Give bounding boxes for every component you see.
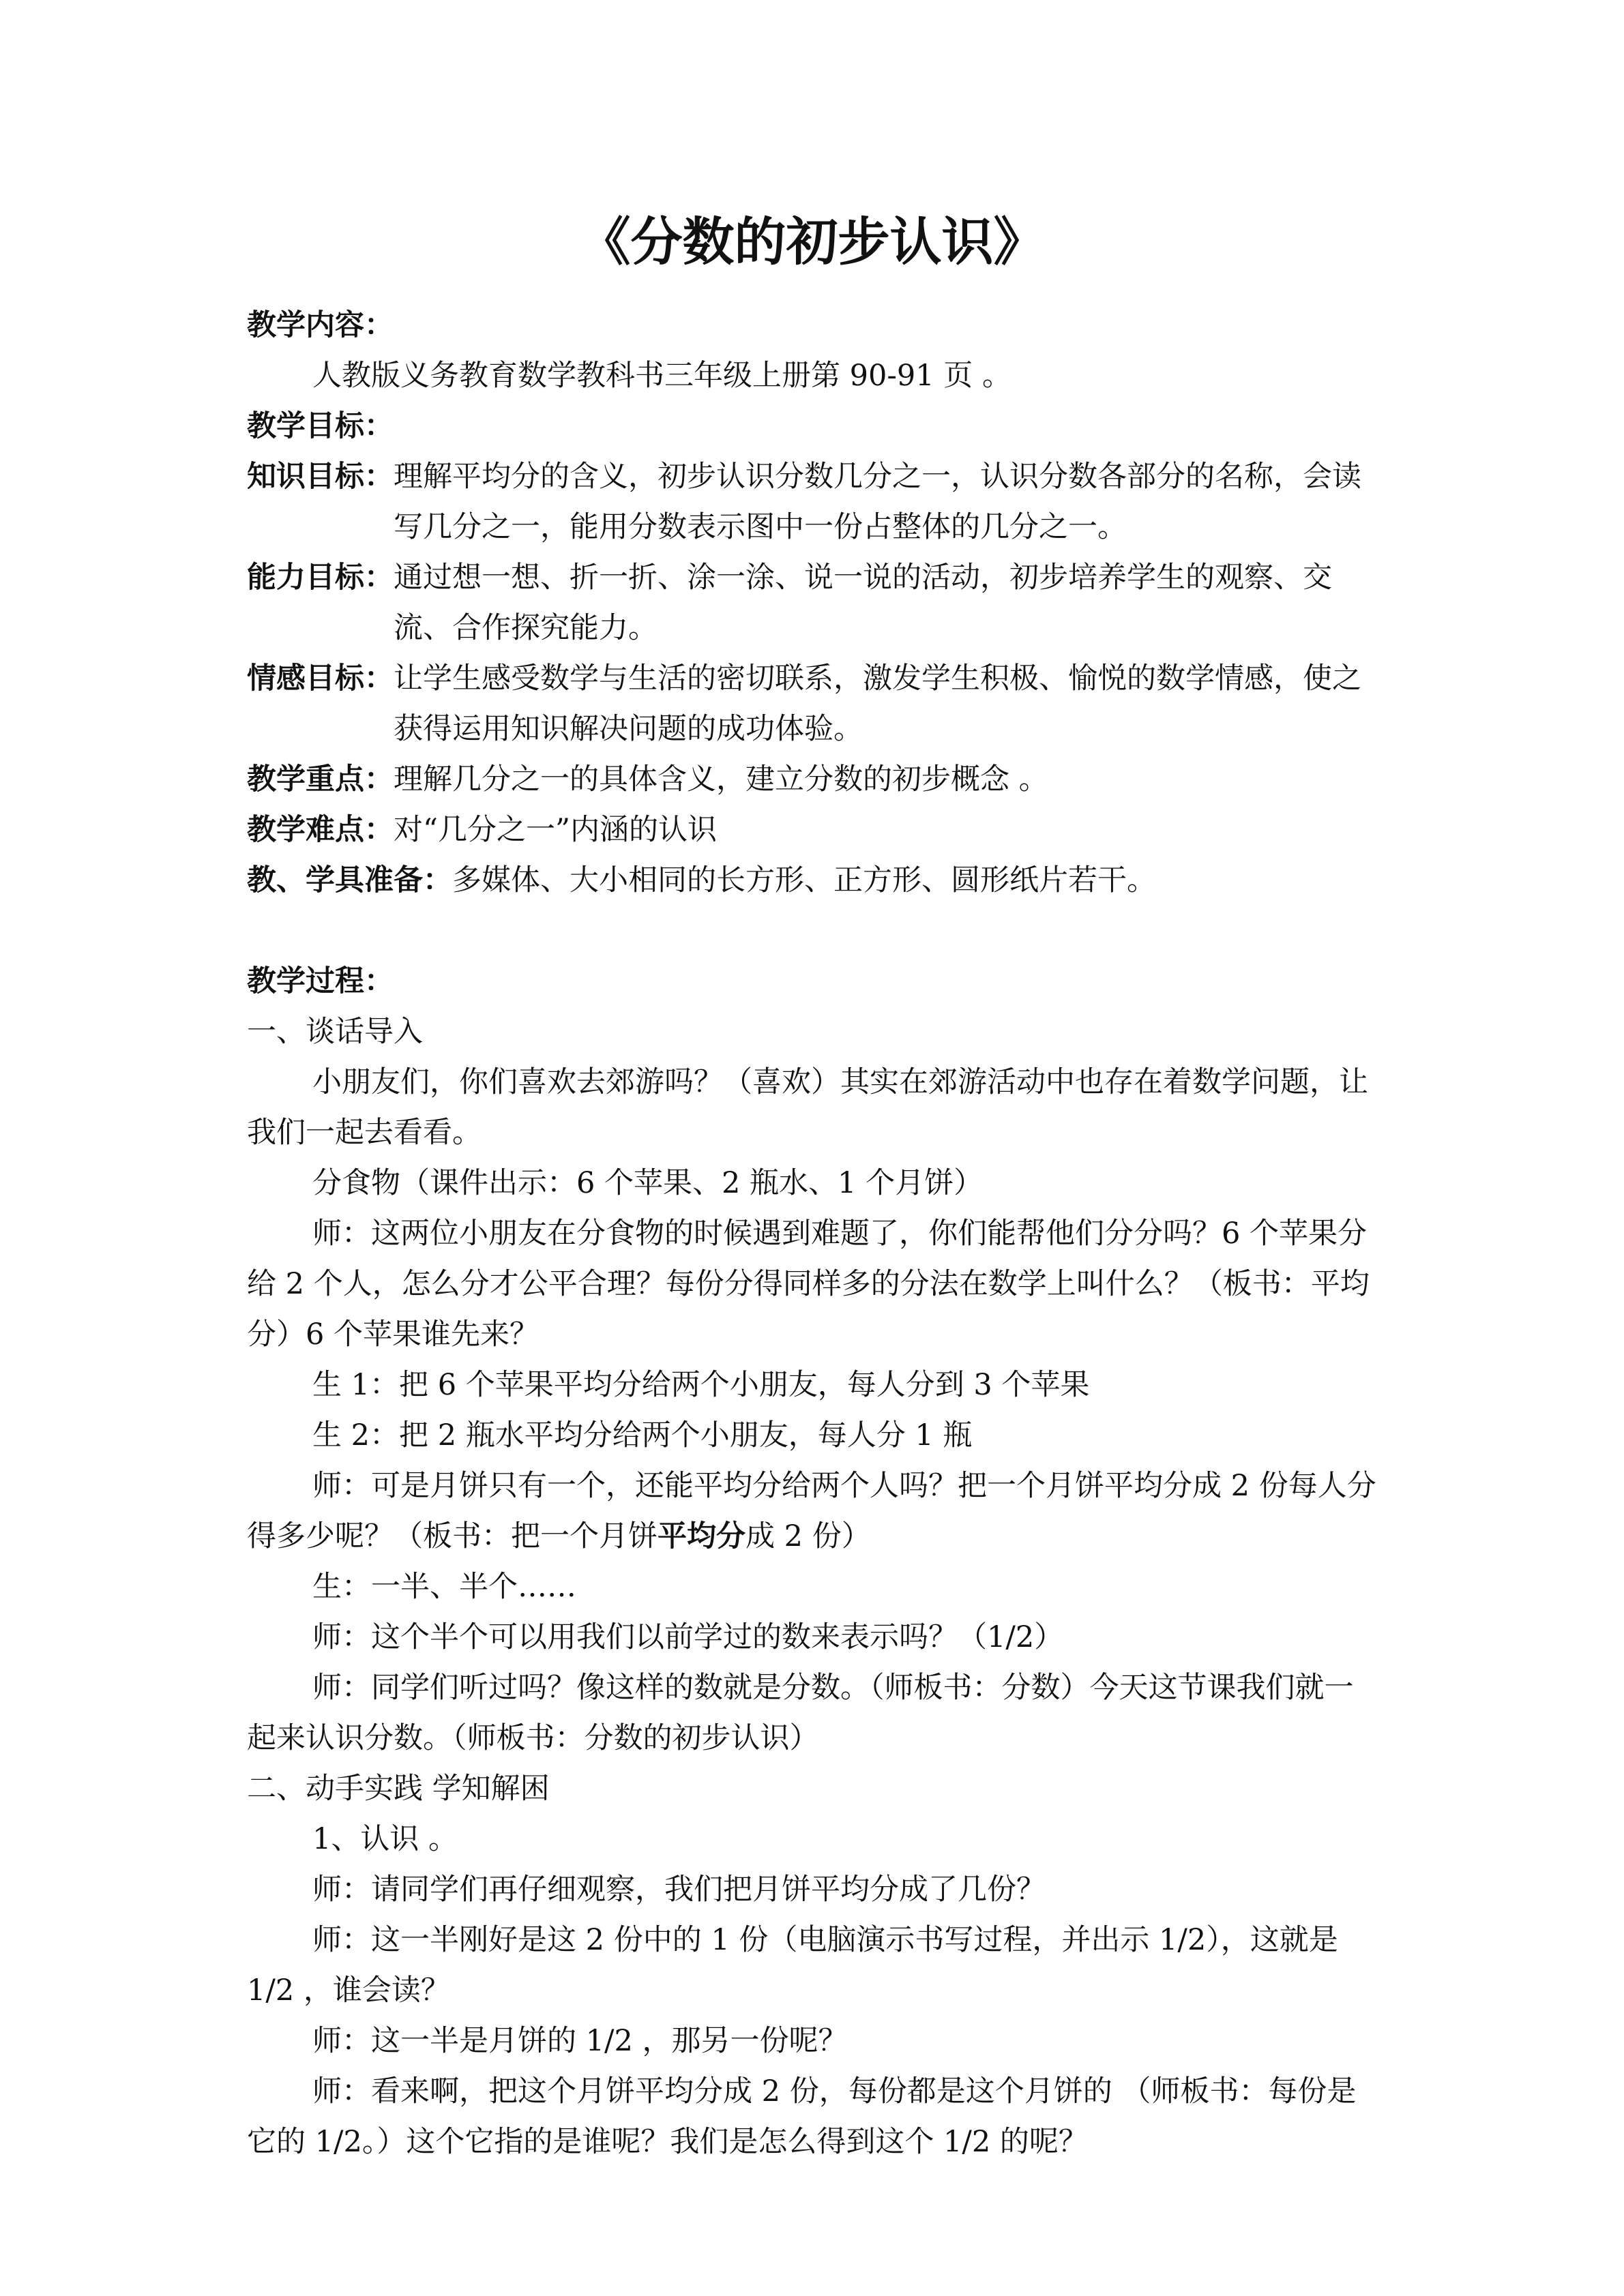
goal-text: 通过想一想、折一折、涂一涂、说一说的活动，初步培养学生的观察、交流、合作探究能力。 [394, 561, 1332, 645]
paragraph: 生 2：把 2 瓶水平均分给两个小朋友，每人分 1 瓶 [312, 1418, 973, 1452]
preparation [247, 855, 1379, 906]
difficulty [247, 805, 1379, 855]
goals-label: 教学目标： [247, 409, 394, 443]
paragraph: 师：请同学们再仔细观察，我们把月饼平均分成了几份？ [312, 1873, 1046, 1907]
difficulty-label: 教学难点： [247, 813, 394, 847]
goal-text: 让学生感受数学与生活的密切联系，激发学生积极、愉悦的数学情感，使之获得运用知识解决问题的成功体验。 [394, 661, 1361, 746]
content-text: 人教版义务教育数学教科书三年级上册第 90-91 页 。 [312, 359, 1012, 393]
paragraph: 小朋友们，你们喜欢去郊游吗？（喜欢）其实在郊游活动中也存在着数学问题，让我们一起去看看。 [247, 1065, 1368, 1150]
goal-text: 理解平均分的含义，初步认识分数几分之一，认识分数各部分的名称，会读写几分之一，能用分数表示图中一份占整体的几分之一。 [394, 460, 1361, 544]
paragraph: 师：看来啊，把这个月饼平均分成 2 份，每份都是这个月饼的 （师板书：每份是它的 1/2。）这个它指的是谁呢？我们是怎么得到这个 1/2 的呢？ [247, 2074, 1357, 2159]
goal-knowledge [247, 451, 1379, 552]
document-body [247, 300, 1379, 2167]
paragraph: 师：同学们听过吗？像这样的数就是分数。（师板书：分数）今天这节课我们就一起来认识分数。（师板书：分数的初步认识） [247, 1671, 1354, 1755]
key-text: 理解几分之一的具体含义，建立分数的初步概念 。 [394, 762, 1048, 796]
paragraph: 师：这两位小朋友在分食物的时候遇到难题了，你们能帮他们分分吗？6 个苹果分给 2 个人，怎么分才公平合理？每份分得同样多的分法在数学上叫什么？（板书：平均分）6 个苹果谁先来？ [247, 1217, 1370, 1352]
key-point [247, 754, 1379, 805]
paragraph [247, 1461, 1379, 1562]
paragraph: 师：这一半是月饼的 1/2 ，那另一份呢？ [312, 2024, 848, 2058]
text-run: 成 2 份） [745, 1519, 871, 1553]
goal-ability [247, 552, 1379, 653]
goal-emotion [247, 653, 1379, 754]
process-label: 教学过程： [247, 964, 394, 998]
paragraph: 1、认识 。 [312, 1822, 458, 1856]
goal-label: 能力目标： [247, 561, 394, 595]
blank-line [247, 906, 1379, 956]
paragraph: 分食物（课件出示：6 个苹果、2 瓶水、1 个月饼） [312, 1166, 984, 1200]
page-title: 《分数的初步认识》 [578, 211, 1046, 272]
section-heading: 一、谈话导入 [247, 1015, 423, 1049]
prep-label: 教、学具准备： [247, 863, 452, 897]
prep-text: 多媒体、大小相同的长方形、正方形、圆形纸片若干。 [452, 863, 1156, 897]
key-label: 教学重点： [247, 762, 394, 796]
emphasis-text: 平均分 [658, 1519, 745, 1553]
paragraph: 师：这一半刚好是这 2 份中的 1 份（电脑演示书写过程，并出示 1/2），这就是 1/2 ，谁会读？ [247, 1923, 1338, 2008]
goal-label: 知识目标： [247, 460, 394, 494]
difficulty-text: 对“几分之一”内涵的认识 [394, 813, 717, 847]
paragraph: 师：这个半个可以用我们以前学过的数来表示吗？（1/2） [312, 1620, 1064, 1654]
paragraph: 生 1：把 6 个苹果平均分给两个小朋友，每人分到 3 个苹果 [312, 1368, 1090, 1402]
paragraph: 生：一半、半个…… [312, 1570, 576, 1604]
goal-label: 情感目标： [247, 661, 394, 696]
text-run: 师：可是月饼只有一个，还能平均分给两个人吗？把一个月饼平均分成 2 份每人分得多少呢？（板书：把一个月饼 [247, 1469, 1376, 1553]
section-heading: 二、动手实践 学知解困 [247, 1772, 550, 1806]
content-label: 教学内容： [247, 308, 394, 342]
